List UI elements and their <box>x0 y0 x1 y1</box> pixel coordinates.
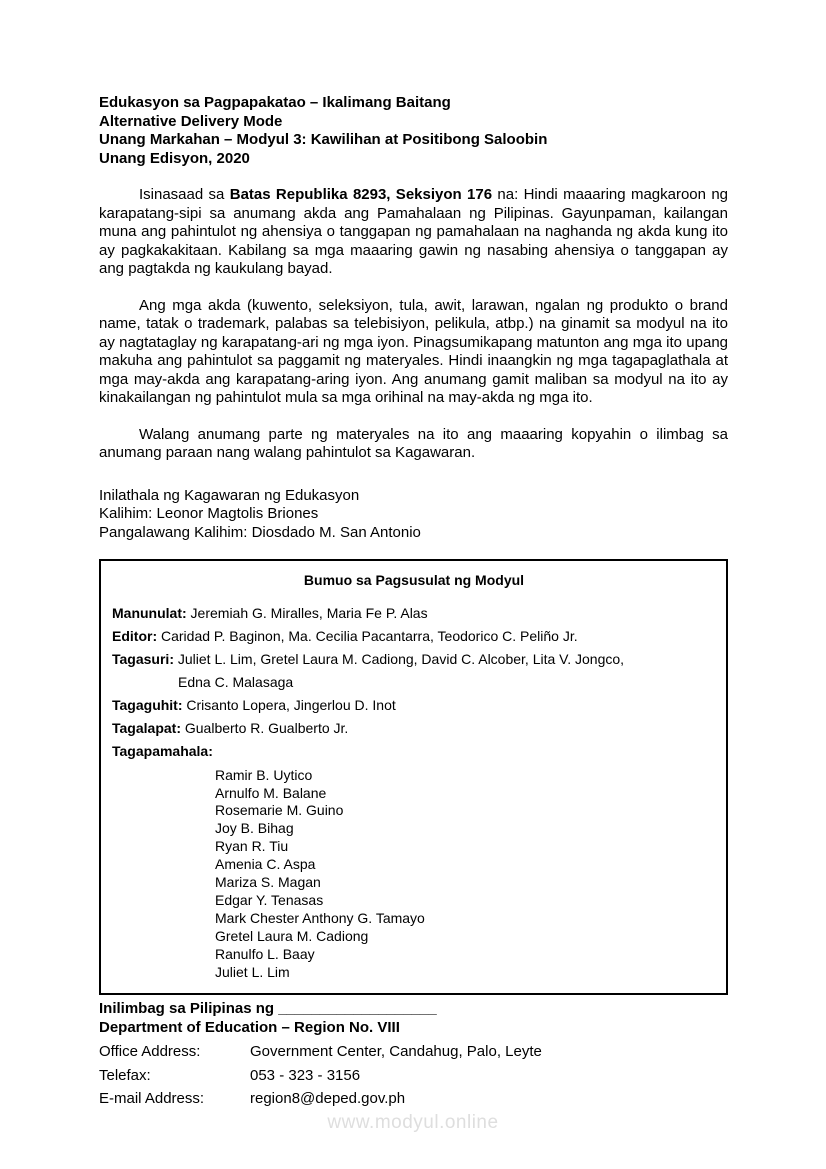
law-reference-bold: Batas Republika 8293, Seksiyon 176 <box>229 186 493 203</box>
copyright-paragraph-1 <box>99 186 728 279</box>
region-office-line: Department of Education – Region No. VIII <box>99 1019 400 1037</box>
manager-name: Arnulfo M. Balane <box>215 784 327 801</box>
manager-name: Rosemarie M. Guino <box>215 802 344 819</box>
manager-name: Joy B. Bihag <box>215 820 294 837</box>
writers-names: Jeremiah G. Miralles, Maria Fe P. Alas <box>186 604 428 621</box>
manager-name: Juliet L. Lim <box>215 963 290 980</box>
publisher-line: Inilathala ng Kagawaran ng Edukasyon <box>99 486 360 504</box>
undersecretary-line: Pangalawang Kalihim: Diosdado M. San Antonio <box>99 523 421 541</box>
secretary-line: Kalihim: Leonor Magtolis Briones <box>99 505 319 523</box>
office-address-label: Office Address: <box>99 1043 201 1061</box>
site-watermark: www.modyul.online <box>327 1112 499 1133</box>
reviewers-names: Juliet L. Lim, Gretel Laura M. Cadiong, David C. Alcober, Lita V. Jongco, <box>173 650 625 667</box>
manager-name: Mariza S. Magan <box>215 874 321 891</box>
email-label: E-mail Address: <box>99 1090 205 1108</box>
reviewers-label: Tagasuri: <box>112 650 174 667</box>
manager-name: Ranulfo L. Baay <box>215 945 315 962</box>
illustrators-label: Tagaguhit: <box>112 696 183 713</box>
office-address-value: Government Center, Candahug, Palo, Leyte <box>250 1043 542 1061</box>
credit-row-management <box>112 743 716 760</box>
credit-row-layout-artist <box>112 720 716 737</box>
management-team-list <box>215 767 716 982</box>
imprint-block <box>99 999 728 1111</box>
manager-name: Amenia C. Aspa <box>215 856 316 873</box>
document-content <box>99 94 728 1111</box>
email-value: region8@deped.gov.ph <box>250 1090 406 1108</box>
reviewers-names-continuation: Edna C. Malasaga <box>178 673 294 690</box>
publisher-block <box>99 487 728 543</box>
contact-info <box>99 1040 728 1111</box>
credits-box-title: Bumuo sa Pagsusulat ng Modyul <box>303 571 525 588</box>
manager-name: Gretel Laura M. Cadiong <box>215 927 369 944</box>
layout-artist-label: Tagalapat: <box>112 719 181 736</box>
development-team-box <box>99 559 728 996</box>
credit-row-reviewers <box>112 651 716 668</box>
management-label: Tagapamahala: <box>112 742 213 759</box>
illustrators-names: Crisanto Lopera, Jingerlou D. Inot <box>182 696 396 713</box>
editor-label: Editor: <box>112 627 158 644</box>
module-edition-line: Unang Edisyon, 2020 <box>99 149 250 167</box>
telefax-value: 053 - 323 - 3156 <box>250 1066 361 1084</box>
copyright-paragraph-3: Walang anumang parte ng materyales na ito ang maaaring kopyahin o ilimbag sa anumang paraan nang walang pahintulot sa Kagawaran. <box>99 425 728 461</box>
paragraph-1-rest: na: Hindi maaaring magkaroon ng karapatang-sipi sa anumang akda ang Pamahalaan ng Pilipinas. Gayunpaman, kailangan muna ang pahintulot ng ahensiya o tanggapan ng pamahalaan na naghanda ng akda kung ito ay pagkakakitaan. Kabilang sa mga maaaring gawin ng nasabing ahensiya o tanggapan ay ang pagtakda ng kaukulang bayad. <box>99 186 729 277</box>
copyright-paragraph-2: Ang mga akda (kuwento, seleksiyon, tula, awit, larawan, ngalan ng produkto o brand name, tatak o trademark, palabas sa telebisiyon, pelikula, atbp.) na ginamit sa modyul na ito ay nagtataglay ng karapatang-ari ng mga iyon. Pinagsumikapang matunton ang mga ito upang makuha ang pahintulot sa paggamit ng materyales. Hindi inaangkin ng mga tagapaglathala at mga may-akda ang karapatang-aring iyon. Ang anumang gamit maliban sa modyul na ito ay kinakailangan ng pahintulot mula sa mga orihinal na may-akda ng mga ito. <box>99 296 728 406</box>
telefax-row <box>99 1064 728 1088</box>
module-title-block <box>99 94 728 168</box>
manager-name: Mark Chester Anthony G. Tamayo <box>215 909 425 926</box>
manager-name: Ramir B. Uytico <box>215 766 313 783</box>
writers-label: Manunulat: <box>112 604 187 621</box>
module-quarter-line: Unang Markahan – Modyul 3: Kawilihan at Positibong Saloobin <box>99 131 548 148</box>
office-address-row <box>99 1040 728 1064</box>
module-mode-line: Alternative Delivery Mode <box>99 112 283 130</box>
layout-artist-name: Gualberto R. Gualberto Jr. <box>180 719 349 736</box>
credit-row-editor <box>112 628 716 645</box>
telefax-label: Telefax: <box>99 1066 151 1084</box>
manager-name: Edgar Y. Tenasas <box>215 891 324 908</box>
printed-in-line: Inilimbag sa Pilipinas ng ___________________ <box>99 1000 437 1018</box>
email-row <box>99 1087 728 1111</box>
module-subject-line: Edukasyon sa Pagpapakatao – Ikalimang Baitang <box>99 94 451 111</box>
manager-name: Ryan R. Tiu <box>215 838 289 855</box>
editor-names: Caridad P. Baginon, Ma. Cecilia Pacantarra, Teodorico C. Peliño Jr. <box>157 627 578 644</box>
credit-row-writers <box>112 605 716 622</box>
paragraph-1-prefix: Isinasaad sa <box>139 186 230 203</box>
credit-row-illustrators <box>112 697 716 714</box>
